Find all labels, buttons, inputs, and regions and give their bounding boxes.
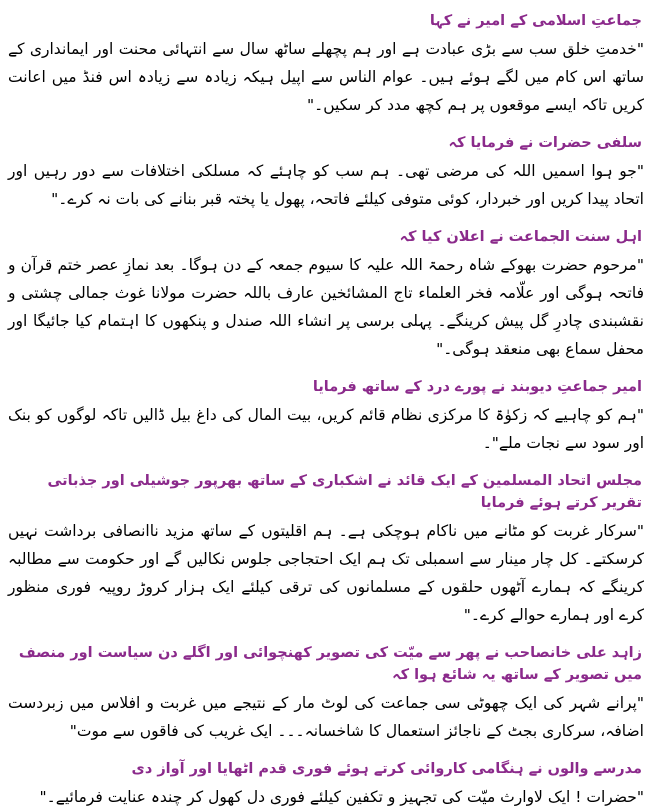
section-body: "پرانے شہر کی ایک چھوٹی سی جماعت کی لوٹ مار کے نتیجے میں غربت و افلاس میں زبردست اضافہ، سرکاری بجٹ کے ناجائز استعمال کا شاخسانہ۔۔۔ ایک غریب کی فاقوں سے موت" — [8, 694, 644, 740]
section-heading: زاہد علی خانصاحب نے پھر سے میّت کی تصویر کھنچوائی اور اگلے دن سیاست اور منصف میں تصویر کے ساتھ یہ شائع ہوا کہ — [18, 645, 642, 683]
section-deoband — [8, 376, 644, 457]
section-heading: امیر جماعتِ دیوبند نے پورے درد کے ساتھ فرمایا — [312, 379, 642, 395]
section-body: "ہم کو چاہیے کہ زکوٰۃ کا مرکزی نظام قائم کریں، بیت المال کی داغ بیل ڈالیں تاکہ لوگوں کو بنک اور سود سے نجات ملے"۔ — [8, 406, 644, 452]
section-majlis-ittehad — [8, 470, 644, 629]
section-heading: جماعتِ اسلامی کے امیر نے کہا — [429, 13, 642, 29]
section-body: "خدمتِ خلق سب سے بڑی عبادت ہے اور ہم پچھلے ساٹھ سال سے انتہائی محنت اور ایمانداری کے ساتھ اس کام میں لگے ہوئے ہیں۔ عوام الناس سے اپیل ہیکہ زیادہ سے زیادہ اس فنڈ میں اعانت کریں تاکہ ایسے موقعوں پر ہم کچھ مدد کر سکیں۔" — [8, 40, 644, 114]
section-heading: اہل سنت الجماعت نے اعلان کیا کہ — [399, 229, 642, 245]
section-salafi — [8, 132, 644, 213]
section-zahid-ali-khan — [8, 642, 644, 745]
section-heading: مجلس اتحاد المسلمین کے ایک قائد نے اشکباری کے ساتھ بھرپور جوشیلی اور جذباتی تقریر کرتے ہوئے فرمایا — [47, 473, 642, 511]
section-madrasa — [8, 758, 644, 811]
section-body: "حضرات ! ایک لاوارث میّت کی تجہیز و تکفین کیلئے فوری دل کھول کر چندہ عنایت فرمائیے۔" — [39, 788, 644, 806]
section-body: "مرحوم حضرت بھوکے شاہ رحمۃ اللہ علیہ کا سیوم جمعہ کے دن ہوگا۔ بعد نمازِ عصر ختم قرآن و فاتحہ ہوگی اور علّامہ فخر العلماء تاج المشائخین عارف باللہ حضرت مولانا غوث جمالی چشتی و نقشبندی چادرِ گل پیش کرینگے۔ پہلی برسی پر انشاء اللہ صندل و پنکھوں کا اہتمام کیا جائیگا اور محفل سماع بھی منعقد ہوگی۔" — [8, 256, 644, 358]
section-jamaat-islami — [8, 10, 644, 119]
section-body: "جو ہوا اسمیں اللہ کی مرضی تھی۔ ہم سب کو چاہئے کہ مسلکی اختلافات سے دور رہیں اور اتحاد پیدا کریں اور خبردار، کوئی متوفی کیلئے فاتحہ، پھول یا پختہ قبر بنانے کی بات نہ کرے۔" — [8, 162, 644, 208]
section-heading: مدرسے والوں نے ہنگامی کاروائی کرتے ہوئے فوری قدم اٹھایا اور آواز دی — [131, 761, 642, 777]
section-heading: سلفی حضرات نے فرمایا کہ — [448, 135, 642, 151]
section-body: "سرکار غربت کو مٹانے میں ناکام ہوچکی ہے۔ ہم اقلیتوں کے ساتھ مزید ناانصافی برداشت نہیں کرسکتے۔ کل چار مینار سے اسمبلی تک ہم ایک احتجاجی جلوس نکالیں گے اور حکومت سے مطالبہ کرینگے کہ ہمارے آٹھوں حلقوں کے مسلمانوں کی ترقی کیلئے ایک ہزار کروڑ روپیہ فوری منظور کرے اور ہمارے حوالے کرے۔" — [8, 522, 644, 624]
section-ahle-sunnat — [8, 226, 644, 363]
